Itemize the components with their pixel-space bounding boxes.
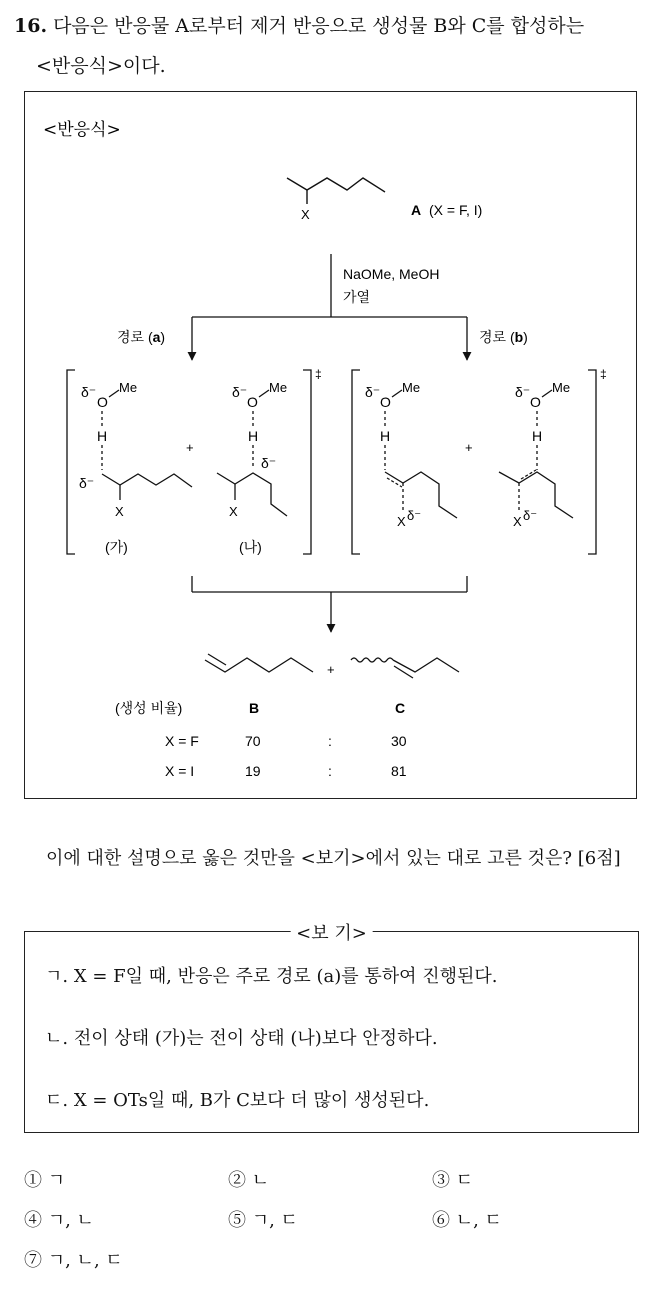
ratio-row-2-label: X = I bbox=[165, 763, 195, 779]
reaction-scheme-box bbox=[24, 91, 637, 799]
ratio-row-1-colon: : bbox=[328, 733, 332, 749]
choice-5[interactable]: ⑤ ㄱ, ㄷ bbox=[228, 1210, 298, 1231]
choice-4[interactable]: ④ ㄱ, ㄴ bbox=[24, 1210, 94, 1231]
bogi-box bbox=[24, 923, 639, 1133]
ts-na-label: (나) bbox=[239, 539, 262, 555]
product-c-structure bbox=[351, 658, 459, 678]
ratio-row-1-c: 30 bbox=[391, 733, 407, 749]
choice-3[interactable]: ③ ㄷ bbox=[432, 1170, 474, 1191]
question-text-line2: <반응식>이다. bbox=[36, 55, 166, 77]
ts-na-x: X bbox=[229, 504, 238, 519]
question-text-line1: 다음은 반응물 A로부터 제거 반응으로 생성물 B와 C를 합성하는 bbox=[53, 15, 585, 37]
ts-b2-o: O bbox=[530, 394, 541, 410]
ts-ga-label: (가) bbox=[105, 539, 128, 555]
choice-7[interactable]: ⑦ ㄱ, ㄴ, ㄷ bbox=[24, 1250, 123, 1271]
path-b-label: 경로 (b) bbox=[479, 329, 528, 345]
ts-ga bbox=[79, 380, 192, 555]
bogi-item-nieun: ㄴ. 전이 상태 (가)는 전이 상태 (나)보다 안정하다. bbox=[45, 1028, 438, 1049]
ts-b1-o: O bbox=[380, 394, 391, 410]
ts-ga-o: O bbox=[97, 394, 108, 410]
substrate-x: X bbox=[301, 207, 310, 222]
ts-na-me: Me bbox=[269, 380, 288, 395]
ratio-row-1-b: 70 bbox=[245, 733, 261, 749]
substrate-label-a: A bbox=[411, 202, 422, 218]
ts-b-left bbox=[365, 380, 457, 529]
reaction-scheme bbox=[25, 92, 638, 800]
ts-b1-x: X bbox=[397, 514, 406, 529]
question-number: 16. bbox=[14, 15, 48, 37]
dagger-a: ‡ bbox=[315, 367, 322, 381]
ts-ga-h: H bbox=[97, 428, 108, 444]
ts-b-right bbox=[499, 380, 573, 529]
product-b-structure bbox=[205, 654, 313, 672]
ts-b2-h: H bbox=[532, 428, 543, 444]
ts-ga-x: X bbox=[115, 504, 124, 519]
ratio-col-b: B bbox=[249, 700, 260, 716]
question-header bbox=[14, 6, 644, 86]
ts-na-delta-o: δ⁻ bbox=[232, 384, 248, 400]
ratio-row-2-colon: : bbox=[328, 763, 332, 779]
bogi-item-giyeok: ㄱ. X = F일 때, 반응은 주로 경로 (a)를 통하여 진행된다. bbox=[45, 966, 498, 987]
ts-b2-me: Me bbox=[552, 380, 571, 395]
conditions-heat: 가열 bbox=[343, 289, 371, 305]
ts-b1-h: H bbox=[380, 428, 391, 444]
ts-b2-delta-o: δ⁻ bbox=[515, 384, 531, 400]
choice-2[interactable]: ② ㄴ bbox=[228, 1170, 270, 1191]
plus-b: + bbox=[465, 440, 473, 455]
ratio-col-c: C bbox=[395, 700, 406, 716]
ts-ga-me: Me bbox=[119, 380, 138, 395]
bogi-item-digeut: ㄷ. X = OTs일 때, B가 C보다 더 많이 생성된다. bbox=[45, 1090, 430, 1111]
ts-na-o: O bbox=[247, 394, 258, 410]
ts-b1-delta-x: δ⁻ bbox=[407, 508, 422, 523]
dagger-b: ‡ bbox=[600, 367, 607, 381]
ts-na-h: H bbox=[248, 428, 259, 444]
ts-b1-me: Me bbox=[402, 380, 421, 395]
conditions-reagent: NaOMe, MeOH bbox=[343, 266, 440, 282]
ts-ga-delta-c: δ⁻ bbox=[79, 475, 95, 491]
ts-na-delta-c: δ⁻ bbox=[261, 455, 277, 471]
plus-a: + bbox=[186, 440, 194, 455]
choice-1[interactable]: ① ㄱ bbox=[24, 1170, 66, 1191]
merge-lines bbox=[192, 576, 467, 632]
path-a-label: 경로 (a) bbox=[117, 329, 166, 345]
ts-b2-x: X bbox=[513, 514, 522, 529]
substrate-a-structure bbox=[287, 178, 385, 204]
ts-na bbox=[217, 380, 287, 555]
ratio-row-2-c: 81 bbox=[391, 763, 407, 779]
question-prompt: 이에 대한 설명으로 옳은 것만을 <보기>에서 있는 대로 고른 것은? [6점] bbox=[46, 848, 621, 869]
ratio-header-label: (생성 비율) bbox=[115, 700, 183, 716]
substrate-label-x: (X = F, I) bbox=[429, 202, 483, 218]
bogi-title: <보 기> bbox=[290, 919, 373, 945]
ratio-row-2-b: 19 bbox=[245, 763, 261, 779]
ts-ga-delta-o: δ⁻ bbox=[81, 384, 97, 400]
ts-b2-delta-x: δ⁻ bbox=[523, 508, 538, 523]
plus-products: + bbox=[327, 662, 335, 677]
ratio-row-1-label: X = F bbox=[165, 733, 199, 749]
choice-6[interactable]: ⑥ ㄴ, ㄷ bbox=[432, 1210, 502, 1231]
scheme-label: <반응식> bbox=[43, 120, 121, 140]
ts-b1-delta-o: δ⁻ bbox=[365, 384, 381, 400]
